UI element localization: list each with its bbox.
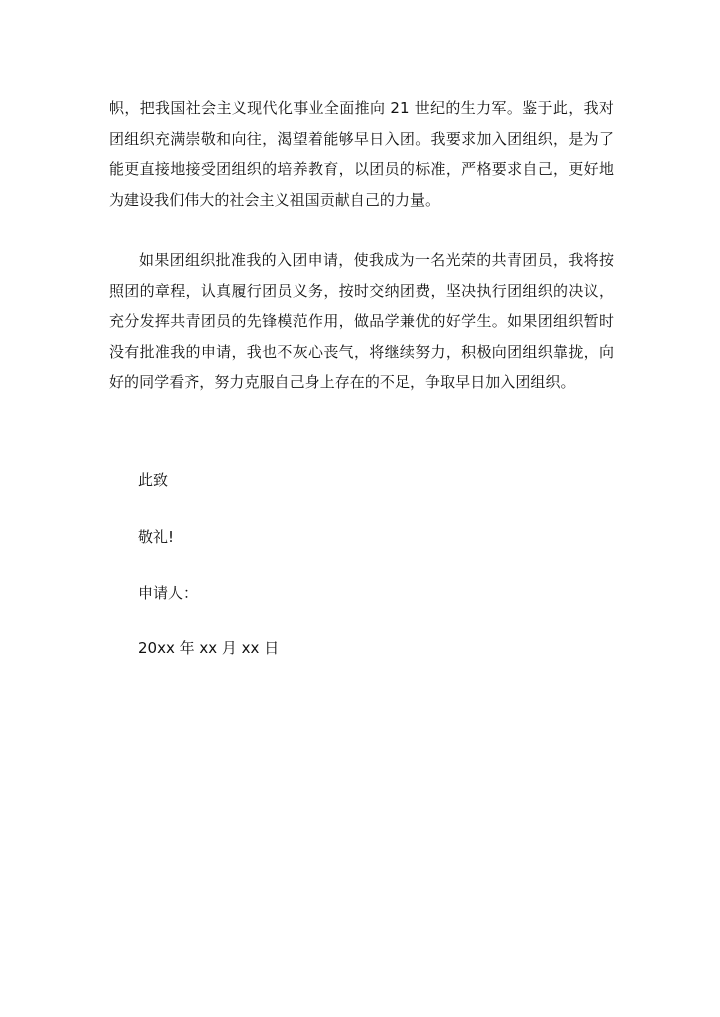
- applicant-label: 申请人：: [138, 584, 199, 602]
- paragraph-commitment: 如果团组织批准我的入团申请，使我成为一名光荣的共青团员，我将按照团的章程，认真履行团员义务，按时交纳团费，坚决执行团组织的决议，充分发挥共青团员的先锋模范作用，做品学兼优的好学生。如果团组织暂时没有批准我的申请，我也不灰心丧气，将继续努力，积极向团组织靠拢，向好的同学看齐，努力克服自己身上存在的不足，争取早日加入团组织。: [109, 251, 614, 391]
- letter-body: [109, 93, 614, 398]
- letter-date: 20xx 年 xx 月 xx 日: [138, 639, 280, 657]
- paragraph-continuation: 帜，把我国社会主义现代化事业全面推向 21 世纪的生力军。鉴于此，我对团组织充满崇敬和向往，渴望着能够早日入团。我要求加入团组织，是为了能更直接地接受团组织的培养教育，以团员的标准，严格要求自己，更好地为建设我们伟大的社会主义祖国贡献自己的力量。: [109, 99, 614, 209]
- closing-regards: 敬礼!: [138, 528, 175, 546]
- closing-salutation: 此致: [138, 471, 169, 489]
